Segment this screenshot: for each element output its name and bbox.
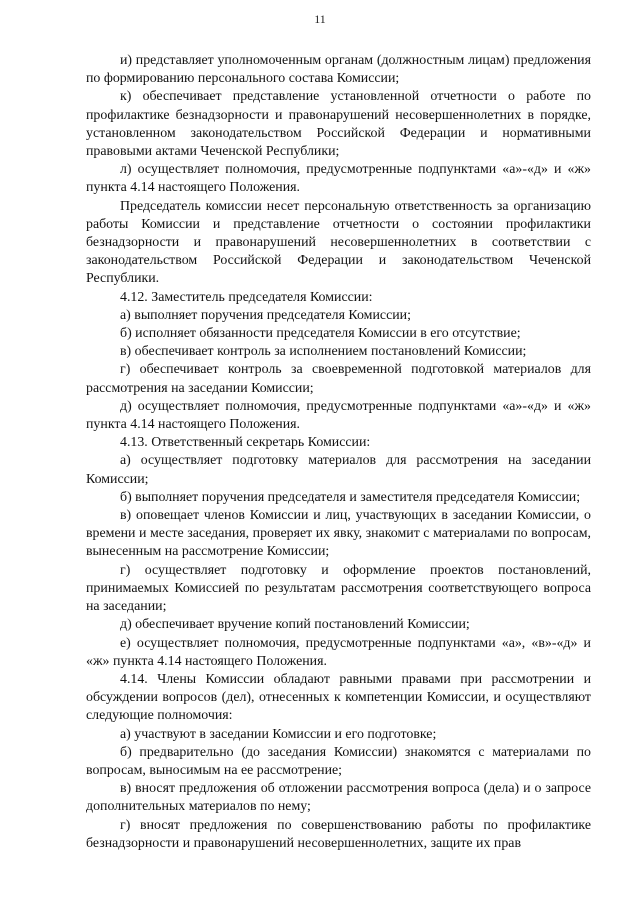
- paragraph-members-v: в) вносят предложения об отложении рассмотрения вопроса (дела) и о запросе дополнительных материалов по нему;: [86, 781, 591, 815]
- paragraph-secretary-a: а) осуществляет подготовку материалов для рассмотрения на заседании Комиссии;: [86, 453, 591, 487]
- paragraph-deputy-v: в) обеспечивает контроль за исполнением постановлений Комиссии;: [120, 344, 527, 360]
- paragraph-members-a: а) участвуют в заседании Комиссии и его подготовке;: [120, 726, 437, 742]
- document-body: [86, 52, 591, 853]
- paragraph-deputy-d: д) осуществляет полномочия, предусмотренные подпунктами «а»-«д» и «ж» пункта 4.14 настоящего Положения.: [86, 398, 591, 433]
- section-heading-4-13: 4.13. Ответственный секретарь Комиссии:: [120, 435, 371, 451]
- paragraph-chairman-responsibility: Председатель комиссии несет персональную ответственность за организацию работы Комиссии и представление отчетности о состоянии профилактики безнадзорности и правонарушений несовершеннолетних в соответствии с законодательством Российской Федерации и законодательством Чеченской Республики.: [86, 198, 591, 287]
- paragraph-item-l: л) осуществляет полномочия, предусмотренные подпунктами «а»-«д» и «ж» пункта 4.14 настоящего Положения.: [86, 162, 591, 196]
- paragraph-secretary-e: е) осуществляет полномочия, предусмотренные подпунктами «а», «в»-«д» и «ж» пункта 4.14 настоящего Положения.: [86, 635, 591, 669]
- page-number: 11: [314, 12, 326, 26]
- paragraph-secretary-g: г) осуществляет подготовку и оформление проектов постановлений, принимаемых Комиссией по результатам рассмотрения соответствующего вопроса на заседании;: [86, 562, 591, 615]
- paragraph-deputy-a: а) выполняет поручения председателя Комиссии;: [120, 307, 411, 323]
- paragraph-item-i: и) представляет уполномоченным органам (должностным лицам) предложения по формированию персонального состава Комиссии;: [86, 53, 591, 87]
- section-heading-4-12: 4.12. Заместитель председателя Комиссии:: [120, 289, 373, 305]
- section-heading-4-14: 4.14. Члены Комиссии обладают равными правами при рассмотрении и обсуждении вопросов (дел), отнесенных к компетенции Комиссии, и осуществляют следующие полномочия:: [86, 671, 591, 724]
- paragraph-item-k: к) обеспечивает представление установленной отчетности о работе по профилактике безнадзорности и правонарушений несовершеннолетних в порядке, установленном законодательством Российской Федерации и нормативными правовыми актами Чеченской Республики;: [86, 89, 591, 160]
- paragraph-secretary-d: д) обеспечивает вручение копий постановлений Комиссии;: [120, 617, 470, 633]
- paragraph-secretary-b: б) выполняет поручения председателя и заместителя председателя Комиссии;: [120, 489, 581, 505]
- paragraph-members-b: б) предварительно (до заседания Комиссии) знакомятся с материалами по вопросам, выносимым на ее рассмотрение;: [86, 744, 591, 778]
- paragraph-secretary-v: в) оповещает членов Комиссии и лиц, участвующих в заседании Комиссии, о времени и месте заседания, проверяет их явку, знакомит с материалами по вопросам, вынесенным на рассмотрение Комиссии;: [86, 508, 591, 560]
- paragraph-deputy-b: б) исполняет обязанности председателя Комиссии в его отсутствие;: [120, 326, 521, 342]
- paragraph-members-g: г) вносят предложения по совершенствованию работы по профилактике безнадзорности и правонарушений несовершеннолетних, защите их прав: [86, 817, 591, 851]
- paragraph-deputy-g: г) обеспечивает контроль за своевременной подготовкой материалов для рассмотрения на заседании Комиссии;: [86, 362, 591, 396]
